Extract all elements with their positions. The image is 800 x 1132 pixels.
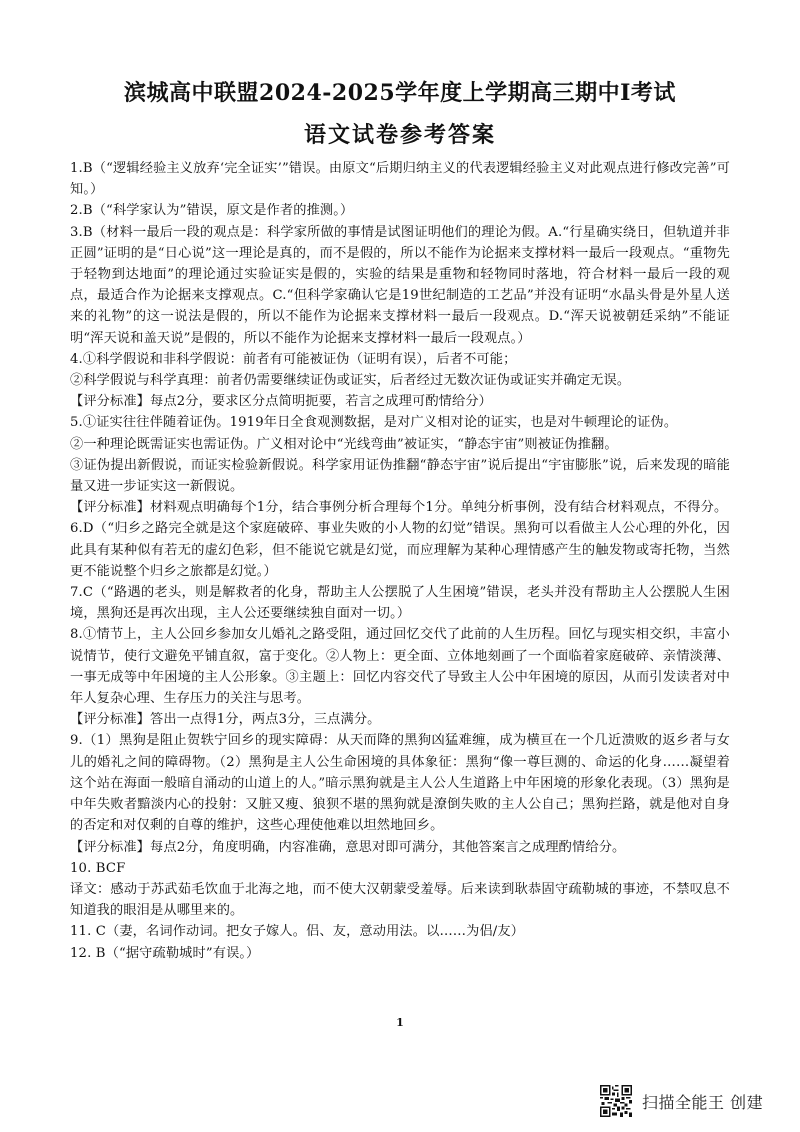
- answer-4-scoring: 【评分标准】每点2分，要求区分点简明扼要，若言之成理可酌情给分）: [70, 394, 492, 410]
- scanner-watermark: [600, 1084, 763, 1118]
- answer-9-scoring: 【评分标准】每点2分，角度明确，内容准确，意思对即可满分，其他答案言之成理酌情给分。: [70, 839, 626, 855]
- answer-6: 6.D（“归乡之路完全就是这个家庭破碎、事业失败的小人物的幻觉”错误。黑狗可以看做主人公心理的外化，因此具有某种似有若无的虚幻色彩，但不能说它就是幻觉，而应理解为某种心理情感产生的触发物或寄托物，当然更不能说整个归乡之旅都是幻觉。）: [70, 521, 730, 579]
- answer-3: 3.B（材料一最后一段的观点是：科学家所做的事情是试图证明他们的理论为假。A.“行星确实绕日，但轨道并非正圆”证明的是“日心说”这一理论是真的，而不是假的，所以不能作为论据来支撑材料一最后一段观点。“重物先于轻物到达地面”的理论通过实验证实是假的，实验的结果是重物和轻物同时落地，符合材料一最后一段的观点，最适合作为论据来支撑观点。C.“但科学家确认它是19世纪制造的工艺品”并没有证明“水晶头骨是外星人送来的礼物”的这一说法是假的，所以不能作为论据来支撑材料一最后一段观点。D.“浑天说被朝廷采纳”不能证明“浑天说和盖天说”是假的，所以不能作为论据来支撑材料一最后一段观点。）: [70, 224, 730, 346]
- answer-5-point-3: ③证伪提出新假说，而证实检验新假说。科学家用证伪推翻“静态宇宙”说后提出“宇宙膨胀”说，后来发现的暗能量又进一步证实这一新假说。: [70, 457, 730, 495]
- answer-7: 7.C（“路遇的老头，则是解救者的化身，帮助主人公摆脱了人生困境”错误，老头并没有帮助主人公摆脱人生困境，黑狗还是再次出现，主人公还要继续独自面对一切。）: [70, 585, 730, 622]
- answer-4-point-1: 4.①科学假说和非科学假说：前者有可能被证伪（证明有误），后者不可能；: [70, 351, 517, 367]
- answer-8-scoring: 【评分标准】答出一点得1分，两点3分，三点满分。: [70, 712, 381, 728]
- answer-12: 12. B（“据守疏勒城时”有误。）: [70, 945, 260, 961]
- answer-1: 1.B（“逻辑经验主义放弃‘完全证实’”错误。由原文“后期归纳主义的代表逻辑经验主义对此观点进行修改完善”可知。）: [70, 161, 730, 198]
- answer-4-point-2: ②科学假说与科学真理：前者仍需要继续证伪或证实，后者经过无数次证伪或证实并确定无误。: [70, 373, 631, 389]
- page-number: 1: [396, 1016, 404, 1029]
- scanner-label: 扫描全能王 创建: [642, 1092, 764, 1112]
- answer-10-translation: 译文：感动于苏武茹毛饮血于北海之地，而不使大汉朝蒙受羞辱。后来读到耿恭固守疏勒城的事迹，不禁叹息不知道我的眼泪是从哪里来的。: [70, 881, 730, 919]
- answer-5-point-2: ②一种理论既需证实也需证伪。广义相对论中“光线弯曲”被证实，“静态宇宙”则被证伪推翻。: [70, 436, 618, 452]
- answer-2: 2.B（“科学家认为”错误，原文是作者的推测。）: [70, 203, 354, 219]
- answer-5-scoring: 【评分标准】材料观点明确每个1分，结合事例分析合理每个1分。单纯分析事例，没有结合材料观点，不得分。: [70, 500, 728, 516]
- answer-8: 8.①情节上，主人公回乡参加女儿婚礼之路受阻，通过回忆交代了此前的人生历程。回忆与现实相交织，丰富小说情节，使行文避免平铺直叙，富于变化。②人物上：更全面、立体地刻画了一个面临着家庭破碎、亲情淡薄、一事无成等中年困境的主人公形象。③主题上：回忆内容交代了导致主人公中年困境的原因，从而引发读者对中年人复杂心理、生存压力的关注与思考。: [70, 627, 730, 707]
- answer-11: 11. C（妻，名词作动词。把女子嫁人。侣、友，意动用法。以……为侣/友）: [70, 924, 525, 940]
- answer-body: [70, 158, 730, 964]
- page-title: 滨城高中联盟2024-2025学年度上学期高三期中Ⅰ考试: [124, 80, 676, 106]
- answer-10: 10. BCF: [70, 860, 126, 876]
- qr-code-icon: [600, 1085, 632, 1117]
- page-subtitle: 语文试卷参考答案: [303, 122, 496, 148]
- answer-5-point-1: 5.①证实往往伴随着证伪。1919年日全食观测数据，是对广义相对论的证实，也是对牛顿理论的证伪。: [70, 415, 678, 431]
- answer-9: 9.（1）黑狗是阻止贺轶宁回乡的现实障碍：从天而降的黑狗凶猛难缠，成为横亘在一个几近溃败的返乡者与女儿的婚礼之间的障碍物。（2）黑狗是主人公生命困境的具体象征：黑狗“像一尊巨测的、命运的化身……凝望着这个站在海面一般暗自涌动的山道上的人。”暗示黑狗就是主人公人生道路上中年困境的形象化表现。（3）黑狗是中年失败者黯淡内心的投射：又脏又瘦、狼狈不堪的黑狗就是潦倒失败的主人公自己；黑狗拦路，就是他对自身的否定和对仅剩的自尊的维护，这些心理使他难以坦然地回乡。: [70, 733, 730, 834]
